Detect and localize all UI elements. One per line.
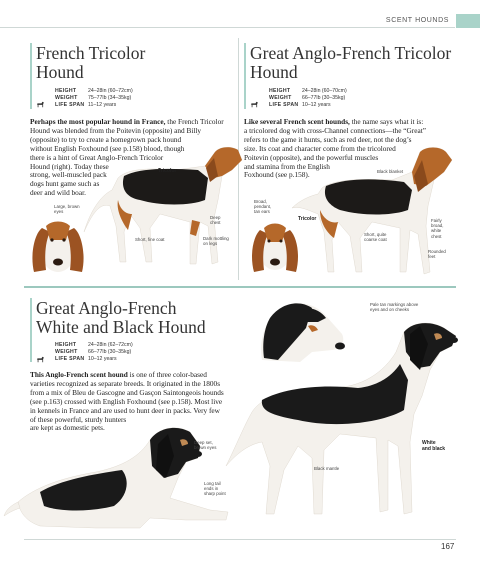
annotation-white-and-black: White and black <box>422 440 446 452</box>
annotation-broad-pendant-ears: Broad, pendant, tan ears <box>254 199 272 215</box>
annotation-black-mantle: Black mantle <box>314 466 340 471</box>
page-number: 167 <box>441 542 455 551</box>
annotation-deep-set-eyes: Deep set, brown eyes <box>194 440 217 451</box>
annotation-fairly-broad-chest: Fairly broad, white chest <box>431 218 444 239</box>
annotation-dark-mottling: Dark mottling on legs <box>203 236 229 247</box>
breed-description: Like several French scent hounds, the name says what it is: a tricolored dog with cross-Channel connections—the “Great” refers to the game it hunts, such as red deer, not the dog’s size. Its coat and character come from the tricolored Poitevin (opposite), and the powerful muscles and stamina from the English Foxhound (see p.158). <box>244 117 426 180</box>
annotation-large-brown-eyes: Large, brown eyes <box>54 204 80 215</box>
section-header: SCENT HOUNDS <box>385 17 449 24</box>
footer-rule <box>24 539 456 540</box>
breed-description: This Anglo-French scent hound is one of three color-based varieties recognized as separate breeds. It originated in the 1800s from a mix of Bleu de Gascogne and Gasçon Saintongeois hounds (see p.163) crossed with English Foxhound (see p.158). Most live in kennels in France and are used to hunt deer in packs. Very few of these powerful, sturdy hunters are kept as domestic pets. <box>30 370 224 433</box>
breed-title: Great Anglo-French Tricolor Hound <box>250 43 452 82</box>
annotation-black-blanket: Black blanket <box>377 169 404 174</box>
annotation-short-coarse-coat: Short, quite coarse coat <box>364 232 387 243</box>
breed-stats: HEIGHT 24–28in (62–72cm) WEIGHT 66–77lb (30–35kg) LIFE SPAN 10–12 years <box>55 342 133 363</box>
annotation-long-tail: Long tail ends in sharp point <box>204 481 226 497</box>
annotation-pale-tan-markings: Pale tan markings above eyes and on cheeks <box>370 302 419 313</box>
annotation-short-fine-coat: Short, fine coat <box>135 237 165 242</box>
breed-title: French Tricolor Hound <box>36 43 146 82</box>
breed-title: Great Anglo-French White and Black Hound <box>36 298 206 337</box>
annotation-tricolor: Tricolor <box>298 216 317 222</box>
annotation-rounded-feet: Rounded feet <box>428 249 446 260</box>
annotation-deep-chest: Deep chest <box>210 215 221 226</box>
breed-stats: HEIGHT 24–28in (60–72cm) WEIGHT 75–77lb (34–35kg) LIFE SPAN 11–12 years <box>55 88 133 109</box>
breed-stats: HEIGHT 24–28in (60–70cm) WEIGHT 66–77lb (30–35kg) LIFE SPAN 10–12 years <box>269 88 347 109</box>
breed-description: Perhaps the most popular hound in France, the French Tricolor Hound was blended from the Poitevin (opposite) and Billy (opposite) to try to create a homegrown pack hound without English Foxhound (see p.158) blood, though there is a hint of Great Anglo-French Tricolor Hound (right). Today these strong, well-muscled pack dogs hunt game such as deer and wild boar. <box>30 117 224 198</box>
annotation-tricolor: Tricolor <box>158 168 177 174</box>
